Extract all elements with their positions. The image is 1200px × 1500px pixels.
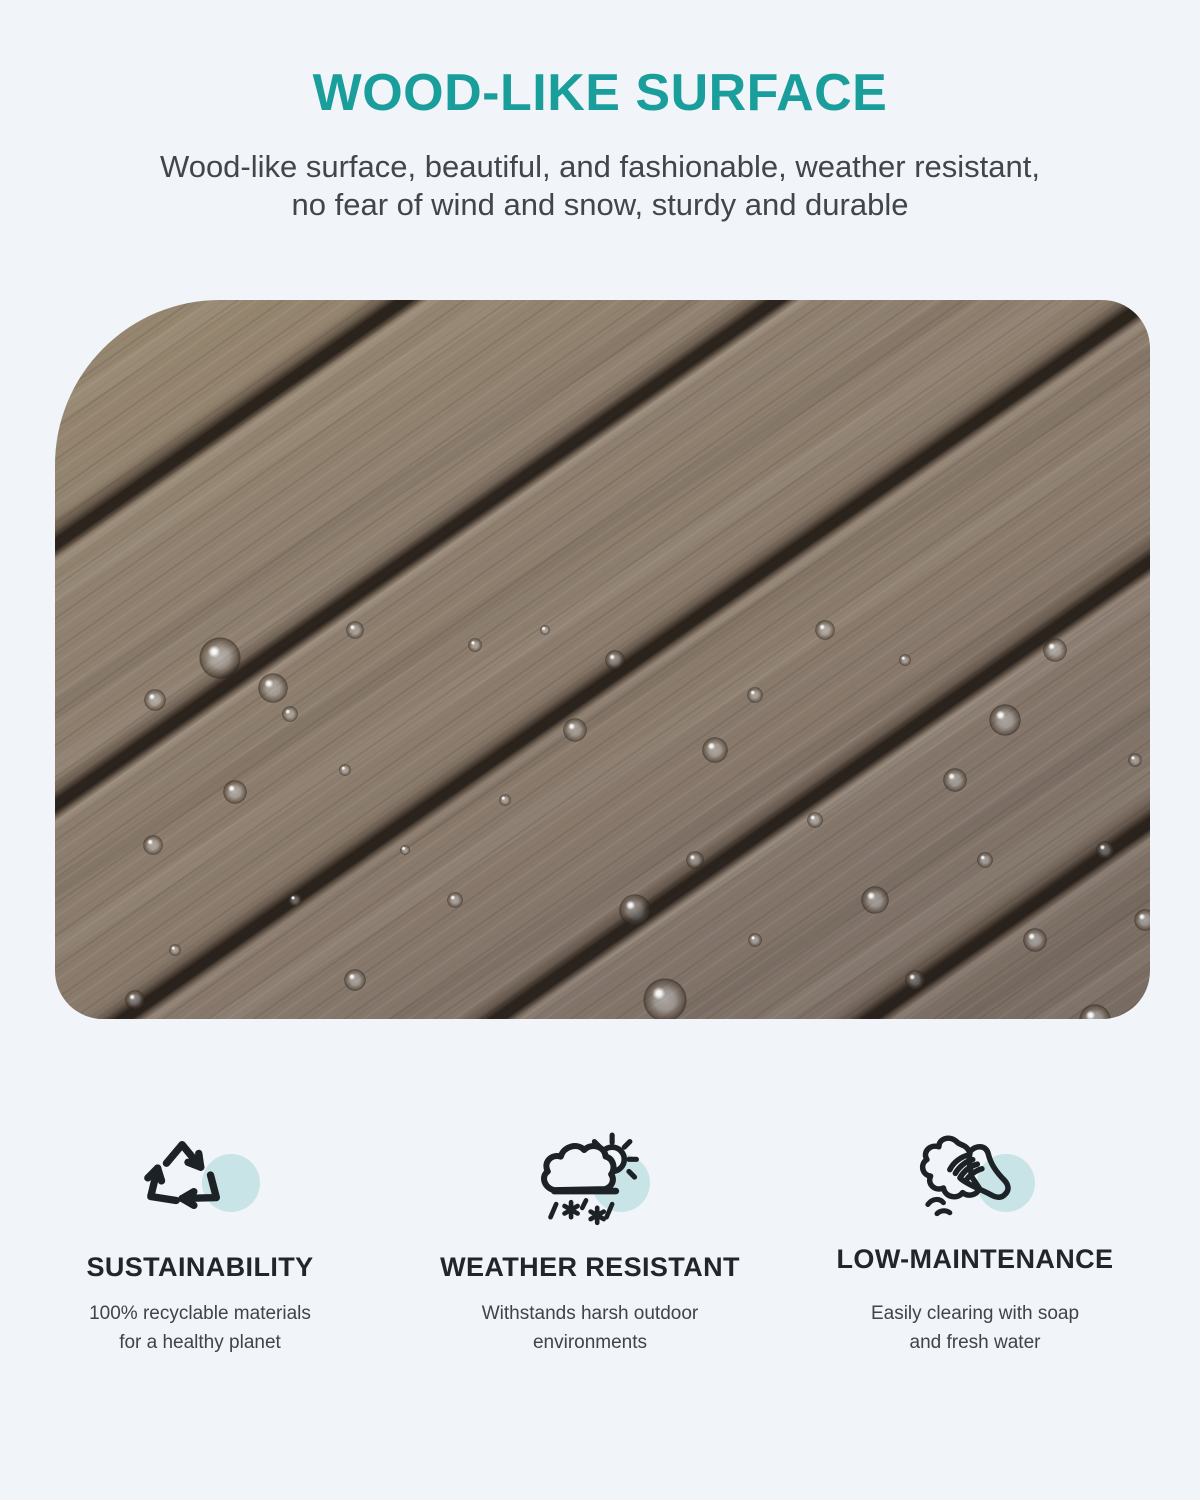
feature-description-line: 100% recyclable materials: [89, 1303, 311, 1324]
recycle-icon: [140, 1128, 260, 1232]
feature-description: [780, 1299, 1170, 1357]
hand-wiping-cloth-icon-glyph: [915, 1130, 1025, 1224]
subtitle-line-1: Wood-like surface, beautiful, and fashionable, weather resistant,: [160, 149, 1040, 184]
feature-description-line: for a healthy planet: [119, 1332, 281, 1353]
subtitle-line-2: no fear of wind and snow, sturdy and durable: [291, 187, 909, 222]
feature-title: LOW-MAINTENANCE: [836, 1244, 1114, 1274]
page-subtitle: [0, 148, 1200, 224]
water-droplets: [55, 300, 1150, 1019]
feature-weather-resistant: [400, 1128, 780, 1357]
feature-description: [400, 1299, 780, 1357]
feature-sustainability: [0, 1128, 400, 1357]
feature-description-line: environments: [532, 1332, 648, 1353]
feature-title: SUSTAINABILITY: [86, 1252, 314, 1282]
feature-description-line: and fresh water: [909, 1332, 1041, 1353]
feature-list: [0, 1128, 1200, 1357]
feature-description-line: Easily clearing with soap: [870, 1303, 1080, 1324]
header: [0, 0, 1200, 224]
hand-wiping-cloth-icon: [915, 1128, 1035, 1232]
recycle-icon-glyph: [140, 1130, 234, 1220]
feature-title: WEATHER RESISTANT: [440, 1252, 740, 1282]
wood-decking-photo: [55, 300, 1150, 1019]
feature-low-maintenance: [780, 1128, 1170, 1357]
sun-cloud-snow-icon-glyph: [530, 1130, 642, 1226]
page-title: WOOD-LIKE SURFACE: [312, 64, 888, 122]
feature-description-line: Withstands harsh outdoor: [481, 1303, 699, 1324]
sun-cloud-snow-icon: [530, 1128, 650, 1232]
feature-description: [0, 1299, 400, 1357]
